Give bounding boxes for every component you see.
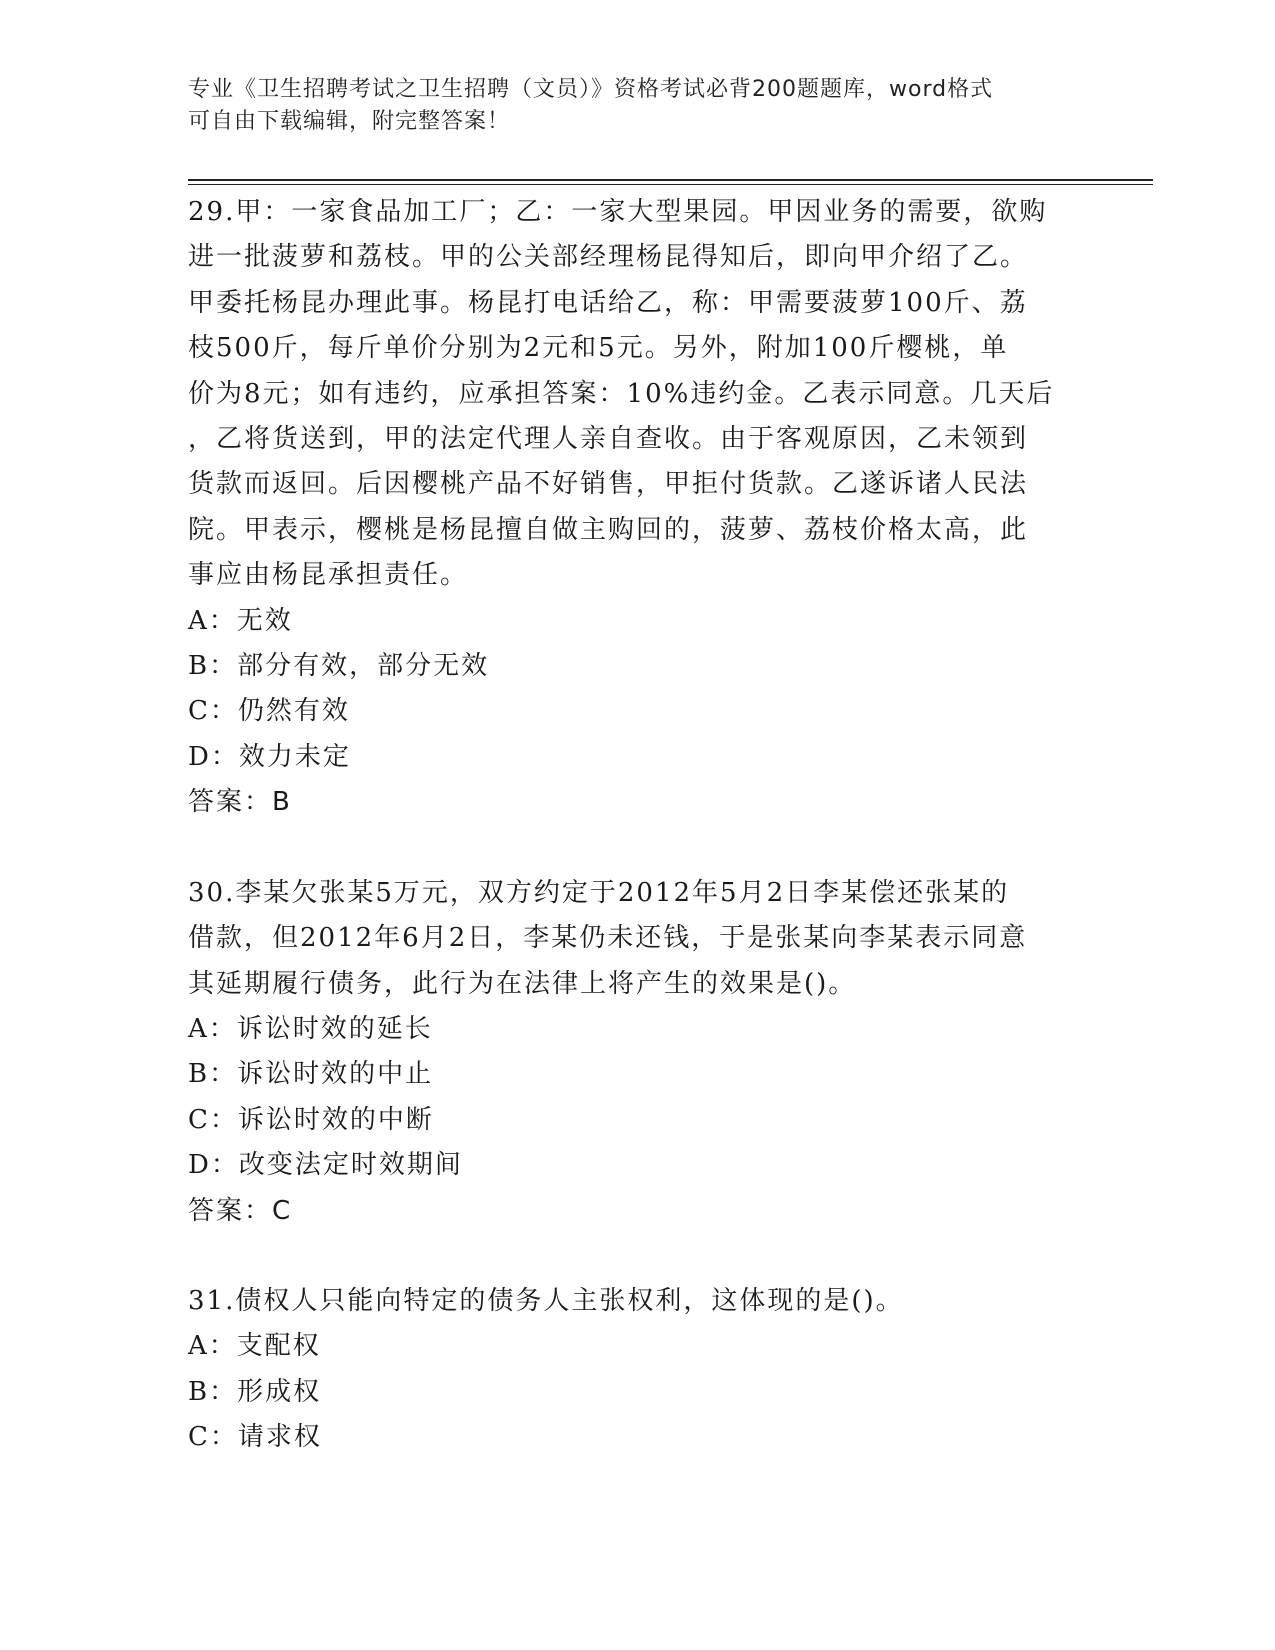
question-stem-line: 进一批菠萝和荔枝。甲的公关部经理杨昆得知后，即向甲介绍了乙。 [188, 242, 1029, 273]
document-header [188, 74, 1088, 138]
header-divider [188, 179, 1153, 181]
question-stem-line: 甲委托杨昆办理此事。杨昆打电话给乙，称：甲需要菠萝100斤、荔 [188, 287, 1028, 318]
question-stem-line: 29.甲：一家食品加工厂；乙：一家大型果园。甲因业务的需要，欲购 [188, 197, 1048, 227]
option-c: C：仍然有效 [188, 696, 350, 727]
question-list [188, 190, 1088, 1461]
header-line: 专业《卫生招聘考试之卫生招聘（文员）》资格考试必背200题题库，word格式 [188, 77, 994, 102]
option-d: D：改变法定时效期间 [188, 1150, 463, 1181]
question-stem-line: 借款，但2012年6月2日，李某仍未还钱，于是张某向李某表示同意 [188, 923, 1028, 954]
answer-line: 答案：C [188, 1195, 293, 1226]
option-b: B：部分有效，部分无效 [188, 651, 490, 682]
question-stem-line: 31.债权人只能向特定的债务人主张权利，这体现的是()。 [188, 1285, 904, 1316]
header-divider-thin [188, 184, 1153, 185]
question-31 [188, 1279, 1088, 1461]
question-stem-line: 事应由杨昆承担责任。 [188, 560, 469, 591]
option-a: A：支配权 [188, 1331, 321, 1362]
question-stem-line: ，乙将货送到，甲的法定代理人亲自查收。由于客观原因，乙未领到 [188, 424, 1029, 455]
question-spacer [188, 1234, 1088, 1279]
option-d: D：效力未定 [188, 741, 351, 772]
answer-line: 答案：B [188, 787, 292, 818]
option-b: B：形成权 [188, 1376, 322, 1407]
option-b: B：诉讼时效的中止 [188, 1059, 434, 1090]
question-stem-line: 价为8元；如有违约，应承担答案：10%违约金。乙表示同意。几天后 [188, 378, 1055, 409]
option-c: C：请求权 [188, 1422, 322, 1453]
question-stem-line: 其延期履行债务，此行为在法律上将产生的效果是()。 [188, 968, 857, 999]
question-spacer [188, 826, 1088, 871]
question-stem-line: 院。甲表示，樱桃是杨昆擅自做主购回的，菠萝、荔枝价格太高，此 [188, 514, 1029, 545]
question-30 [188, 871, 1088, 1234]
question-stem-line: 30.李某欠张某5万元，双方约定于2012年5月2日李某偿还张某的 [188, 877, 1010, 908]
header-line: 可自由下载编辑，附完整答案！ [188, 109, 511, 134]
option-a: A：诉讼时效的延长 [188, 1013, 433, 1044]
question-29 [188, 190, 1088, 826]
option-c: C：诉讼时效的中断 [188, 1104, 434, 1135]
question-stem-line: 枝500斤，每斤单价分别为2元和5元。另外，附加100斤樱桃，单 [188, 333, 1009, 364]
question-stem-line: 货款而返回。后因樱桃产品不好销售，甲拒付货款。乙遂诉诸人民法 [188, 469, 1029, 500]
option-a: A：无效 [188, 605, 293, 636]
